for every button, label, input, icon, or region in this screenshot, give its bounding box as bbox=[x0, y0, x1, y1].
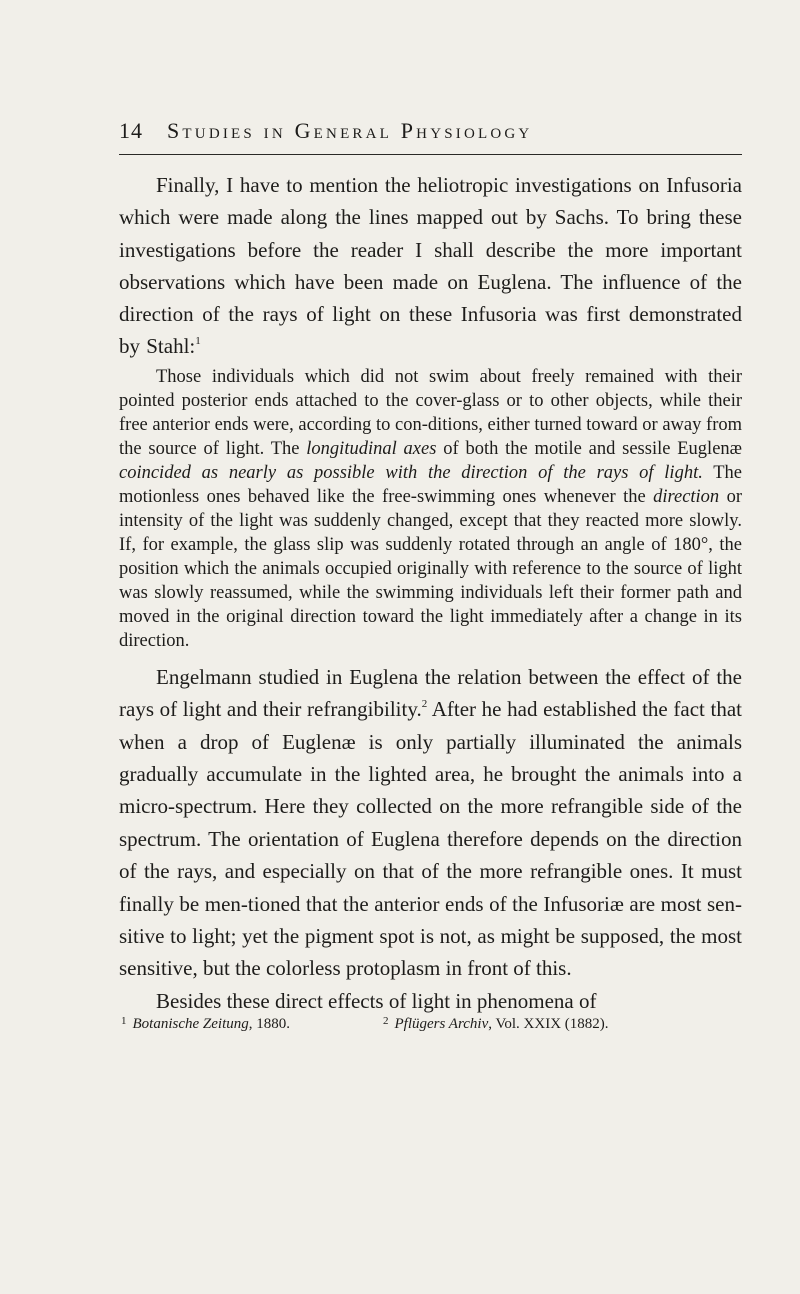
footnote-2-rest: , Vol. XXIX (1882). bbox=[488, 1016, 609, 1033]
footnote-1-title: Botanische Zeitung bbox=[132, 1016, 249, 1033]
paragraph-text: Engelmann studied in Euglena the relation between the effect of the rays of light and their refrangibility. bbox=[119, 664, 742, 722]
quote-italic-coincided: coincided as nearly as possible with the direction of the rays of light. bbox=[119, 462, 703, 483]
paragraph-text: Finally, I have to mention the heliotropic investigations on Infusoria which were made along the lines mapped out by Sachs. To bring these investigations before the reader I shall describe the more important observations which have been made on Euglena. The influence of the direction of the rays of light on these Infusoria was first demonstrated by Stahl: bbox=[119, 173, 742, 359]
paragraph-text: Besides these direct effects of light in phenomena of bbox=[156, 988, 597, 1013]
quote-text-3: The motionless ones behaved like the free-swimming ones whenever the bbox=[119, 462, 743, 507]
footnote-2-title: Pflügers Archiv bbox=[394, 1016, 489, 1033]
page-number: 14 bbox=[119, 118, 143, 143]
paragraph-heliotropic-investigations bbox=[119, 169, 742, 363]
quote-text-4: or intensity of the light was suddenly changed, except that they reacted more slowly. If, for example, the glass slip was suddenly rotated through an angle of 180°, the position which the animals occupied originally with reference to the source of light was slowly reassumed, while the swimming individuals left their former path and moved in the original direction toward the light immediately after a change in its direction. bbox=[119, 486, 742, 651]
footnote-ref-2: 2 bbox=[421, 698, 428, 711]
running-title: Studies in General Physiology bbox=[167, 118, 533, 143]
footnote-1 bbox=[121, 1015, 290, 1033]
book-page bbox=[119, 118, 742, 1035]
paragraph-engelmann bbox=[119, 661, 742, 985]
footnote-2 bbox=[383, 1015, 609, 1033]
quote-italic-direction: direction bbox=[653, 486, 720, 507]
running-head bbox=[119, 118, 742, 155]
stahl-quotation bbox=[119, 365, 742, 653]
footnotes bbox=[119, 1015, 742, 1035]
footnote-2-number: 2 bbox=[383, 1015, 389, 1028]
quote-text-2: of both the motile and sessile Euglenæ bbox=[436, 438, 742, 459]
quote-text-1: Those individuals which did not swim about freely remained with their pointed posterior ends attached to the cover-glass or to other objects, while their free anterior ends were, according to con-ditions, either turned toward or away from the source of light. The bbox=[119, 366, 742, 459]
footnote-1-number: 1 bbox=[121, 1015, 127, 1028]
quote-italic-longitudinal-axes: longitudinal axes bbox=[306, 438, 437, 459]
paragraph-text-continued: After he had established the fact that when a drop of Euglenæ is only partially illuminated the animals gradually accumulate in the lighted area, he brought the animals into a micro-spectrum. Here they collected on the more refrangible side of the spectrum. The orientation of Euglena therefore depends on the direction of the rays, and especially on that of the more refrangible ones. It must finally be men-tioned that the anterior ends of the Infusoriæ are most sen-sitive to light; yet the pigment spot is not, as might be supposed, the most sensitive, but the colorless protoplasm in front of this. bbox=[119, 697, 743, 981]
paragraph-besides bbox=[119, 985, 742, 1017]
footnote-1-rest: , 1880. bbox=[248, 1016, 290, 1033]
footnote-ref-1: 1 bbox=[195, 335, 201, 348]
